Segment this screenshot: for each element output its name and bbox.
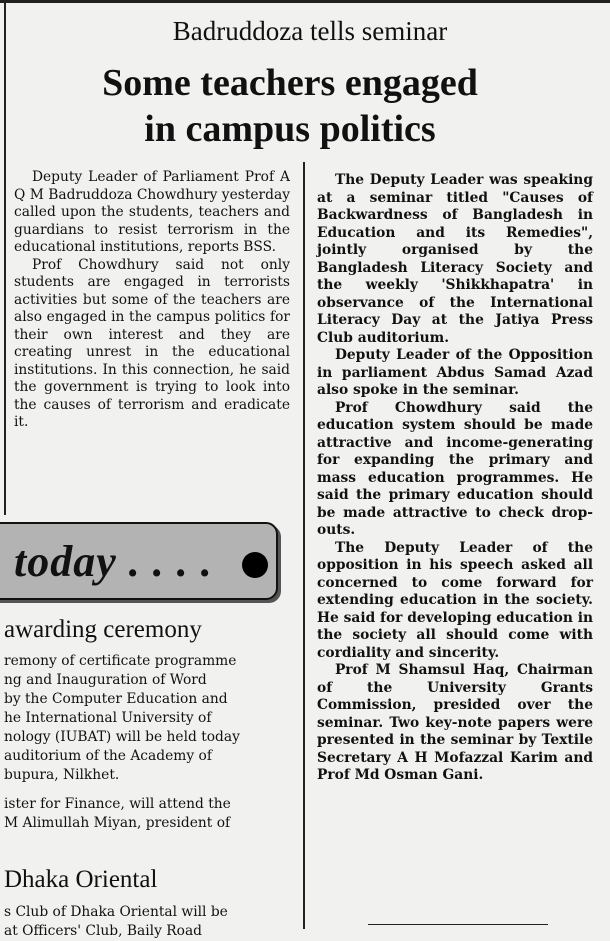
- section-line: remony of certificate programme: [4, 653, 237, 669]
- article-paragraph: Prof M Shamsul Haq, Chairman of the University Grants Commission, presided over the seminar. Two key-note papers were presented in the seminar by Textile Secretary A H Mofazzal Karim and Prof Md Osman Gani.: [317, 662, 593, 783]
- section-line: ister for Finance, will attend the: [4, 796, 231, 812]
- left-border-rule: [4, 0, 6, 515]
- section-line: he International University of: [4, 710, 212, 726]
- section-line: auditorium of the Academy of: [4, 748, 212, 764]
- column-divider-rule: [303, 162, 305, 929]
- bottom-rule: [368, 924, 548, 925]
- section-line: M Alimullah Miyan, president of: [4, 815, 231, 831]
- headline-line-1: Some teachers engaged: [102, 62, 478, 104]
- article-paragraph: Prof Chowdhury said the education system should be made attractive and income-generating for expanding the primary and mass education programmes. He said the primary education should be made attractive to check drop-outs.: [317, 399, 593, 538]
- section-title: Dhaka Oriental: [4, 866, 158, 893]
- section-line: s Club of Dhaka Oriental will be: [4, 904, 228, 920]
- article-column-left: [14, 169, 290, 432]
- article-paragraph: Deputy Leader of Parliament Prof A Q M Badruddoza Chowdhury yesterday called upon the students, teachers and guardians to resist terrorism in the educational institutions, reports BSS.: [14, 169, 290, 255]
- article-paragraph: The Deputy Leader was speaking at a seminar titled "Causes of Backwardness of Bangladesh in Education and its Remedies", jointly organised by the Bangladesh Literacy Society and the weekly 'Shikkhapatra' in observance of the International Literacy Day at the Jatiya Press Club auditorium.: [317, 172, 593, 346]
- section-line: ng and Inauguration of Word: [4, 672, 207, 688]
- today-banner-text: today . . . .: [14, 536, 213, 586]
- article-column-right: [317, 172, 593, 785]
- article-paragraph: Prof Chowdhury said not only students are engaged in terrorists activities but some of the teachers are also engaged in the campus politics for their own interest and they are creating unrest in the educational institutions. In this connection, he said the government is trying to look into the causes of terrorism and eradicate it.: [14, 256, 290, 430]
- today-banner: [0, 522, 278, 600]
- section-line: nology (IUBAT) will be held today: [4, 729, 240, 745]
- section-line: bupura, Nilkhet.: [4, 767, 120, 783]
- bullet-dot-icon: [242, 552, 268, 578]
- article-headline: [20, 60, 560, 152]
- section-line: by the Computer Education and: [4, 691, 228, 707]
- article-paragraph: Deputy Leader of the Opposition in parliament Abdus Samad Azad also spoke in the seminar.: [317, 347, 593, 398]
- headline-line-2: in campus politics: [144, 108, 436, 150]
- article-paragraph: The Deputy Leader of the opposition in his speech asked all concerned to come forward for extending education in the society. He said for developing education in the society all should come with cordiality and sincerity.: [317, 539, 593, 661]
- section-line: at Officers' Club, Baily Road: [4, 923, 203, 939]
- top-rule: [0, 0, 610, 3]
- article-kicker: Badruddoza tells seminar: [172, 16, 448, 46]
- section-title: awarding ceremony: [4, 616, 202, 643]
